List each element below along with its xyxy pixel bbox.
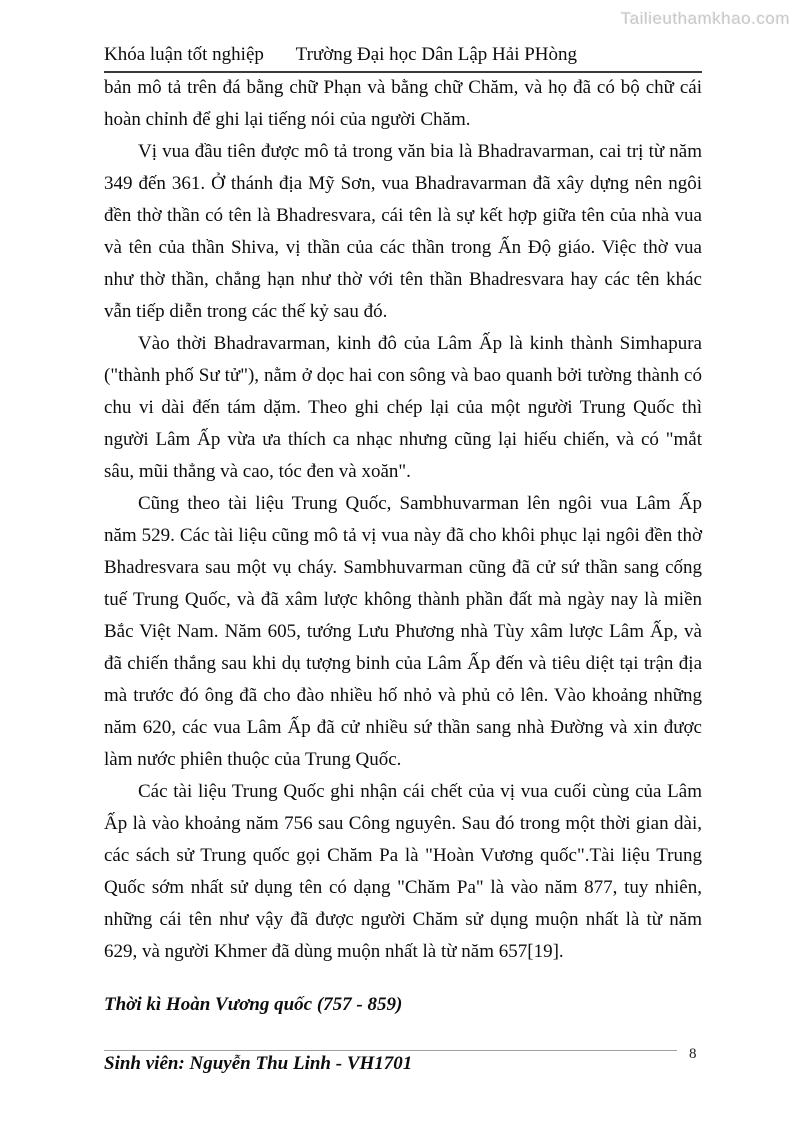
paragraph: Cũng theo tài liệu Trung Quốc, Sambhuvarman lên ngôi vua Lâm Ấp năm 529. Các tài liệu cũng mô tả vị vua này đã cho khôi phục lại ngôi đền thờ Bhadresvara sau một vụ cháy. Sambhuvarman cũng đã cử sứ thần sang cống tuế Trung Quốc, và đã xâm lược không thành phần đất mà ngày nay là miền Bắc Việt Nam. Năm 605, tướng Lưu Phương nhà Tùy xâm lược Lâm Ấp, và đã chiến thắng sau khi dụ tượng binh của Lâm Ấp đến và tiêu diệt tại trận địa mà trước đó ông đã cho đào nhiều hố nhỏ và phủ cỏ lên. Vào khoảng những năm 620, các vua Lâm Ấp đã cử nhiều sứ thần sang nhà Đường và xin được làm nước phiên thuộc của Trung Quốc. <box>104 493 702 770</box>
paragraph: Các tài liệu Trung Quốc ghi nhận cái chết của vị vua cuối cùng của Lâm Ấp là vào khoảng năm 756 sau Công nguyên. Sau đó trong một thời gian dài, các sách sử Trung quốc gọi Chăm Pa là "Hoàn Vương quốc".Tài liệu Trung Quốc sớm nhất sử dụng tên có dạng "Chăm Pa" là vào năm 877, tuy nhiên, những cái tên như vậy đã được người Chăm sử dụng muộn nhất là từ năm 629, và người Khmer đã dùng muộn nhất là từ năm 657[19]. <box>104 781 702 962</box>
header-university-name: Trường Đại học Dân Lập Hải PHòng <box>295 44 578 65</box>
header-thesis-label: Khóa luận tốt nghiệp <box>104 44 264 65</box>
paragraph: Vị vua đầu tiên được mô tả trong văn bia là Bhadravarman, cai trị từ năm 349 đến 361. Ở thánh địa Mỹ Sơn, vua Bhadravarman đã xây dựng nên ngôi đền thờ thần có tên là Bhadresvara, cái tên là sự kết hợp giữa tên của nhà vua và tên của thần Shiva, vị thần của các thần trong Ấn Độ giáo. Việc thờ vua như thờ thần, chẳng hạn như thờ với tên thần Bhadresvara hay các tên khác vẫn tiếp diễn trong các thế kỷ sau đó. <box>104 141 702 322</box>
page-number: 8 <box>689 1046 697 1062</box>
paragraph: bản mô tả trên đá bằng chữ Phạn và bằng chữ Chăm, và họ đã có bộ chữ cái hoàn chỉnh để ghi lại tiếng nói của người Chăm. <box>104 77 702 130</box>
paragraph: Vào thời Bhadravarman, kinh đô của Lâm Ấp là kinh thành Simhapura ("thành phố Sư tử"), nằm ở dọc hai con sông và bao quanh bởi tường thành có chu vi dài đến tám dặm. Theo ghi chép lại của một người Trung Quốc thì người Lâm Ấp vừa ưa thích ca nhạc nhưng cũng lại hiếu chiến, và có "mắt sâu, mũi thẳng và cao, tóc đen và xoăn". <box>104 333 702 482</box>
page-header <box>104 44 702 73</box>
document-body <box>104 72 702 1021</box>
footer-author: Sinh viên: Nguyễn Thu Linh - VH1701 <box>104 1053 413 1074</box>
footer-divider <box>104 1050 677 1051</box>
site-watermark: Tailieuthamkhao.com <box>620 9 790 28</box>
section-heading: Thời kì Hoàn Vương quốc (757 - 859) <box>104 994 403 1015</box>
